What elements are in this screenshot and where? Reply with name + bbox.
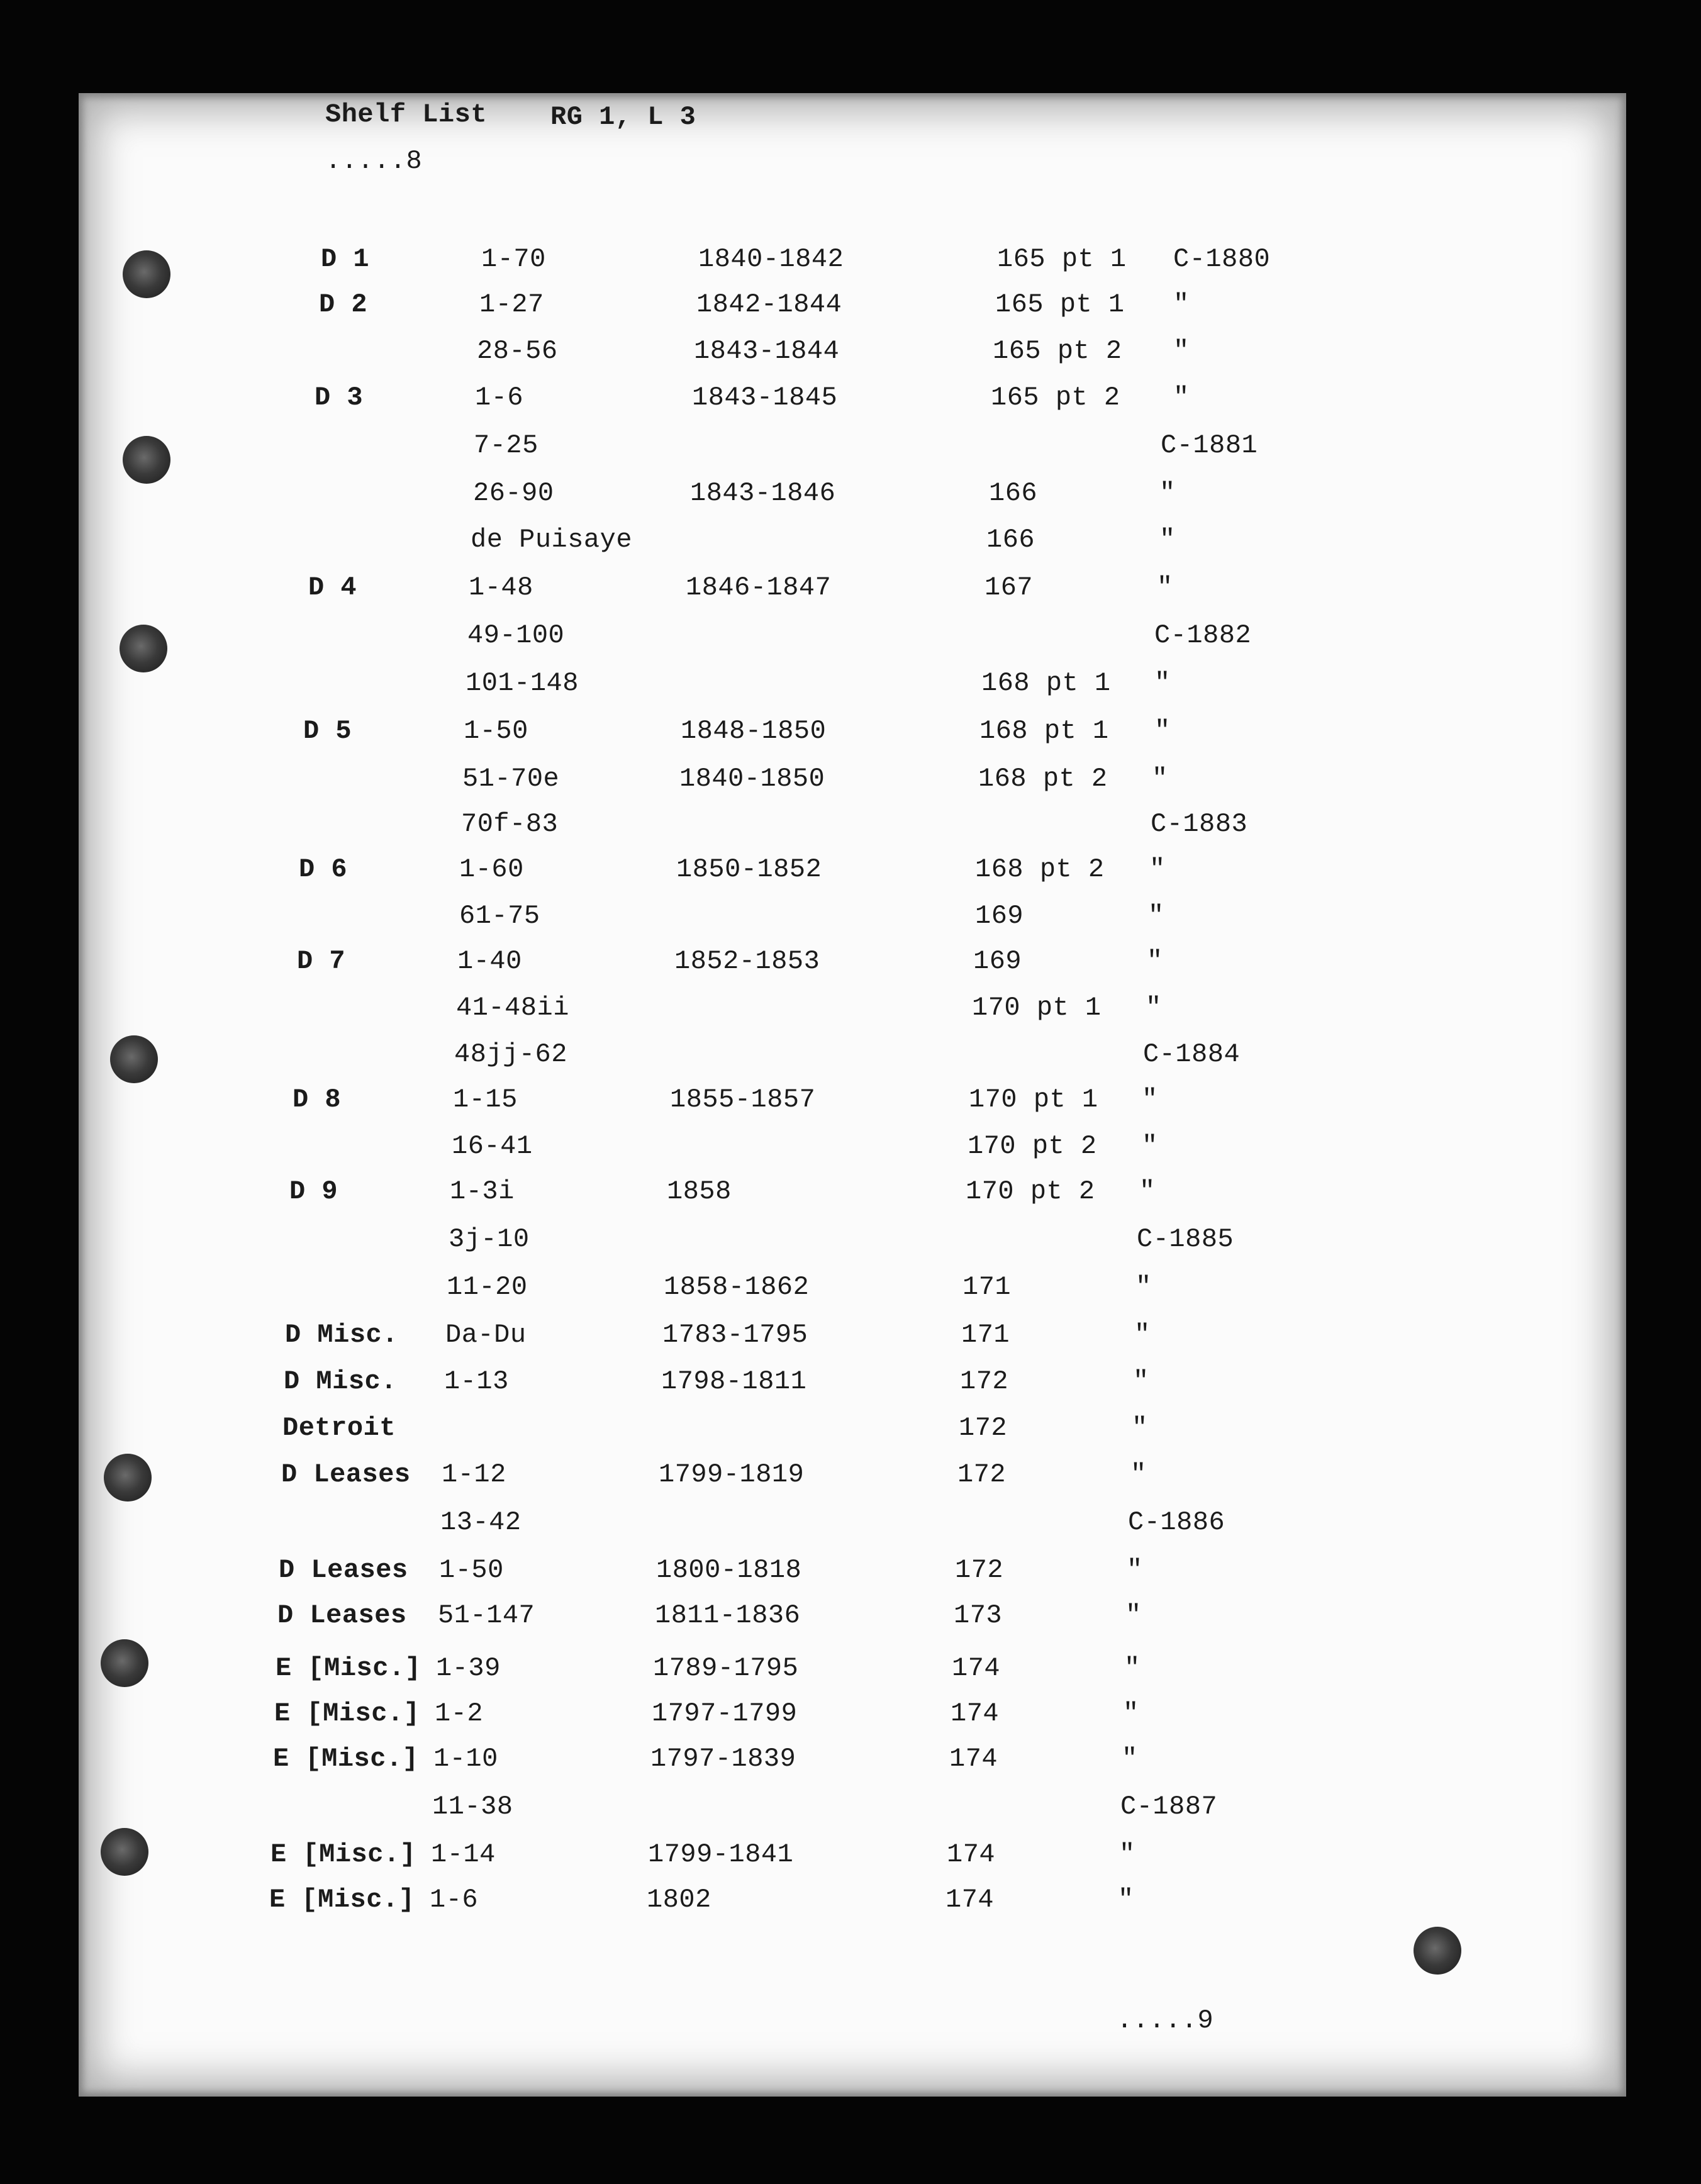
cell-series: D 9 xyxy=(289,1176,338,1206)
cell-volume: 172 xyxy=(955,1555,1004,1585)
cell-items: 51-147 xyxy=(438,1600,535,1630)
document-page xyxy=(79,93,1626,2097)
cell-reel: C-1880 xyxy=(1173,244,1271,274)
table-row xyxy=(281,1459,1701,1497)
cell-items: 1-27 xyxy=(479,289,544,320)
cell-items: 1-48 xyxy=(469,572,533,603)
table-row xyxy=(284,1366,1701,1404)
table-row xyxy=(274,1698,1701,1736)
table-row xyxy=(307,620,1701,658)
cell-reel: " xyxy=(1118,1885,1134,1915)
cell-reel: C-1885 xyxy=(1137,1224,1234,1254)
cell-series: E [Misc.] xyxy=(273,1744,419,1774)
cell-items: 11-38 xyxy=(432,1791,513,1822)
cell-reel: " xyxy=(1134,1320,1151,1350)
cell-reel: " xyxy=(1139,1176,1156,1206)
table-row xyxy=(273,1744,1701,1781)
cell-series: D Leases xyxy=(277,1600,407,1630)
cell-series: D Leases xyxy=(279,1555,408,1585)
cell-items: 28-56 xyxy=(477,336,558,366)
next-page-marker: .....9 xyxy=(1117,2005,1214,2036)
cell-volume: 173 xyxy=(954,1600,1003,1630)
cell-dates: 1799-1841 xyxy=(648,1839,794,1869)
cell-items: Da-Du xyxy=(445,1320,527,1350)
table-row xyxy=(288,1224,1701,1262)
cell-reel: " xyxy=(1133,1366,1149,1396)
cell-volume: 169 xyxy=(975,901,1024,931)
cell-reel: C-1884 xyxy=(1143,1039,1241,1069)
cell-items: de Puisaye xyxy=(471,525,633,555)
cell-volume: 174 xyxy=(949,1744,998,1774)
cell-reel: " xyxy=(1119,1839,1135,1869)
cell-dates: 1783-1795 xyxy=(662,1320,808,1350)
table-row xyxy=(280,1507,1701,1545)
cell-items: 1-15 xyxy=(453,1084,518,1115)
cell-items: 13-42 xyxy=(440,1507,521,1537)
cell-items: 1-6 xyxy=(475,382,524,413)
cell-items: 49-100 xyxy=(467,620,565,650)
cell-items: 1-14 xyxy=(431,1839,496,1869)
cell-items: 1-3i xyxy=(450,1176,515,1206)
cell-dates: 1799-1819 xyxy=(659,1459,805,1490)
cell-volume: 166 xyxy=(986,525,1035,555)
shelf-list-table xyxy=(79,93,1626,2097)
cell-items: 48jj-62 xyxy=(454,1039,567,1069)
table-row xyxy=(285,1320,1701,1357)
cell-dates: 1843-1845 xyxy=(692,382,838,413)
cell-volume: 168 pt 1 xyxy=(979,716,1109,746)
cell-dates: 1843-1844 xyxy=(694,336,840,366)
cell-series: E [Misc.] xyxy=(269,1885,415,1915)
cell-items: 1-50 xyxy=(464,716,528,746)
cell-reel: " xyxy=(1123,1698,1139,1729)
cell-dates: 1843-1846 xyxy=(690,478,836,508)
table-row xyxy=(270,1839,1701,1877)
cell-reel: " xyxy=(1149,854,1166,884)
cell-items: 101-148 xyxy=(466,668,579,698)
cell-reel: " xyxy=(1148,901,1164,931)
cell-dates: 1846-1847 xyxy=(686,572,832,603)
table-row xyxy=(316,336,1701,374)
cell-volume: 174 xyxy=(951,1698,1000,1729)
cell-volume: 165 pt 2 xyxy=(993,336,1122,366)
cell-reel: C-1883 xyxy=(1151,809,1248,839)
cell-items: 1-12 xyxy=(442,1459,506,1490)
table-row xyxy=(276,1653,1701,1691)
cell-items: 1-40 xyxy=(457,946,522,976)
cell-volume: 172 xyxy=(960,1366,1009,1396)
cell-dates: 1789-1795 xyxy=(653,1653,799,1683)
cell-dates: 1842-1844 xyxy=(696,289,842,320)
cell-items: 3j-10 xyxy=(449,1224,530,1254)
cell-reel: " xyxy=(1130,1459,1147,1490)
cell-volume: 171 xyxy=(962,1272,1012,1302)
table-row xyxy=(302,764,1701,801)
table-row xyxy=(305,668,1701,706)
cell-reel: C-1887 xyxy=(1120,1791,1218,1822)
cell-volume: 165 pt 1 xyxy=(995,289,1125,320)
cell-series: D Misc. xyxy=(285,1320,398,1350)
cell-items: 1-2 xyxy=(435,1698,484,1729)
cell-reel: C-1886 xyxy=(1128,1507,1225,1537)
cell-volume: 168 pt 2 xyxy=(975,854,1105,884)
cell-volume: 170 pt 2 xyxy=(966,1176,1095,1206)
table-row xyxy=(269,1885,1701,1922)
cell-reel: " xyxy=(1122,1744,1138,1774)
cell-series: D 3 xyxy=(315,382,364,413)
cell-volume: 167 xyxy=(984,572,1034,603)
cell-volume: 172 xyxy=(959,1413,1008,1443)
table-row xyxy=(279,1555,1701,1593)
cell-series: D Misc. xyxy=(284,1366,397,1396)
cell-series: D 4 xyxy=(308,572,357,603)
cell-reel: " xyxy=(1142,1084,1158,1115)
cell-volume: 166 xyxy=(989,478,1038,508)
cell-reel: " xyxy=(1132,1413,1148,1443)
cell-reel: " xyxy=(1146,993,1162,1023)
cell-volume: 171 xyxy=(961,1320,1010,1350)
table-row xyxy=(310,525,1701,562)
cell-volume: 170 pt 2 xyxy=(968,1131,1097,1161)
cell-volume: 165 pt 2 xyxy=(991,382,1120,413)
cell-series: E [Misc.] xyxy=(270,1839,416,1869)
cell-reel: " xyxy=(1159,478,1176,508)
cell-items: 1-50 xyxy=(439,1555,504,1585)
cell-dates: 1797-1839 xyxy=(650,1744,796,1774)
table-row xyxy=(289,1176,1701,1214)
cell-volume: 174 xyxy=(952,1653,1001,1683)
cell-volume: 168 pt 1 xyxy=(981,668,1111,698)
cell-reel: " xyxy=(1142,1131,1158,1161)
table-row xyxy=(308,572,1701,610)
table-row xyxy=(301,809,1701,847)
cell-items: 26-90 xyxy=(473,478,554,508)
cell-items: 7-25 xyxy=(474,430,538,460)
cell-volume: 169 xyxy=(973,946,1022,976)
table-row xyxy=(272,1791,1701,1829)
cell-series: D 1 xyxy=(321,244,370,274)
cell-volume: 165 pt 1 xyxy=(997,244,1127,274)
cell-items: 70f-83 xyxy=(461,809,559,839)
cell-items: 1-10 xyxy=(433,1744,498,1774)
cell-items: 16-41 xyxy=(452,1131,533,1161)
cell-items: 1-60 xyxy=(459,854,524,884)
cell-series: D 5 xyxy=(303,716,352,746)
cell-items: 1-6 xyxy=(430,1885,479,1915)
cell-items: 1-39 xyxy=(436,1653,501,1683)
cell-reel: " xyxy=(1124,1653,1141,1683)
cell-items: 41-48ii xyxy=(456,993,569,1023)
cell-reel: " xyxy=(1173,289,1190,320)
header-title: Shelf List xyxy=(325,99,488,130)
cell-items: 1-13 xyxy=(444,1366,509,1396)
cell-items: 51-70e xyxy=(462,764,560,794)
previous-page-marker: .....8 xyxy=(325,146,423,176)
table-row xyxy=(286,1272,1701,1310)
cell-volume: 174 xyxy=(947,1839,996,1869)
cell-volume: 170 pt 1 xyxy=(972,993,1101,1023)
cell-dates: 1858-1862 xyxy=(664,1272,810,1302)
cell-dates: 1840-1850 xyxy=(679,764,825,794)
cell-reel: C-1881 xyxy=(1161,430,1258,460)
cell-dates: 1797-1799 xyxy=(652,1698,798,1729)
table-row xyxy=(321,244,1701,282)
cell-dates: 1800-1818 xyxy=(656,1555,802,1585)
cell-series: D Leases xyxy=(281,1459,411,1490)
cell-dates: 1850-1852 xyxy=(676,854,822,884)
cell-reel: " xyxy=(1154,716,1171,746)
cell-items: 11-20 xyxy=(447,1272,528,1302)
table-row xyxy=(291,1131,1701,1169)
cell-volume: 172 xyxy=(957,1459,1007,1490)
cell-volume: 174 xyxy=(945,1885,995,1915)
cell-reel: " xyxy=(1173,336,1190,366)
cell-series: D 8 xyxy=(293,1084,342,1115)
cell-volume: 170 pt 1 xyxy=(969,1084,1098,1115)
cell-reel: " xyxy=(1127,1555,1143,1585)
cell-series: E [Misc.] xyxy=(274,1698,420,1729)
cell-dates: 1852-1853 xyxy=(674,946,820,976)
cell-dates: 1798-1811 xyxy=(661,1366,807,1396)
cell-series: D 7 xyxy=(297,946,346,976)
cell-reel: " xyxy=(1157,572,1173,603)
cell-items: 61-75 xyxy=(459,901,540,931)
table-row xyxy=(293,1084,1701,1122)
table-row xyxy=(319,289,1701,327)
cell-reel: " xyxy=(1125,1600,1142,1630)
cell-volume: 168 pt 2 xyxy=(978,764,1108,794)
cell-series: E [Misc.] xyxy=(276,1653,421,1683)
cell-series: D 6 xyxy=(299,854,348,884)
cell-dates: 1802 xyxy=(647,1885,711,1915)
cell-reel: C-1882 xyxy=(1154,620,1252,650)
cell-series: D 2 xyxy=(319,289,368,320)
cell-dates: 1840-1842 xyxy=(698,244,844,274)
table-row xyxy=(296,993,1701,1030)
cell-dates: 1811-1836 xyxy=(655,1600,801,1630)
cell-series: Detroit xyxy=(282,1413,396,1443)
cell-dates: 1855-1857 xyxy=(670,1084,816,1115)
cell-reel: " xyxy=(1147,946,1163,976)
table-row xyxy=(315,382,1701,420)
header-group: RG 1, L 3 xyxy=(550,102,696,132)
table-row xyxy=(303,716,1701,754)
table-row xyxy=(277,1600,1701,1638)
cell-reel: " xyxy=(1135,1272,1152,1302)
table-row xyxy=(294,1039,1701,1077)
cell-reel: " xyxy=(1154,668,1171,698)
cell-dates: 1858 xyxy=(667,1176,732,1206)
cell-reel: " xyxy=(1152,764,1168,794)
table-row xyxy=(297,946,1701,984)
table-row xyxy=(282,1413,1701,1451)
table-row xyxy=(299,901,1701,939)
cell-reel: " xyxy=(1159,525,1176,555)
cell-dates: 1848-1850 xyxy=(681,716,827,746)
table-row xyxy=(313,478,1701,516)
cell-reel: " xyxy=(1173,382,1190,413)
cell-items: 1-70 xyxy=(481,244,546,274)
table-row xyxy=(313,430,1701,468)
table-row xyxy=(299,854,1701,892)
